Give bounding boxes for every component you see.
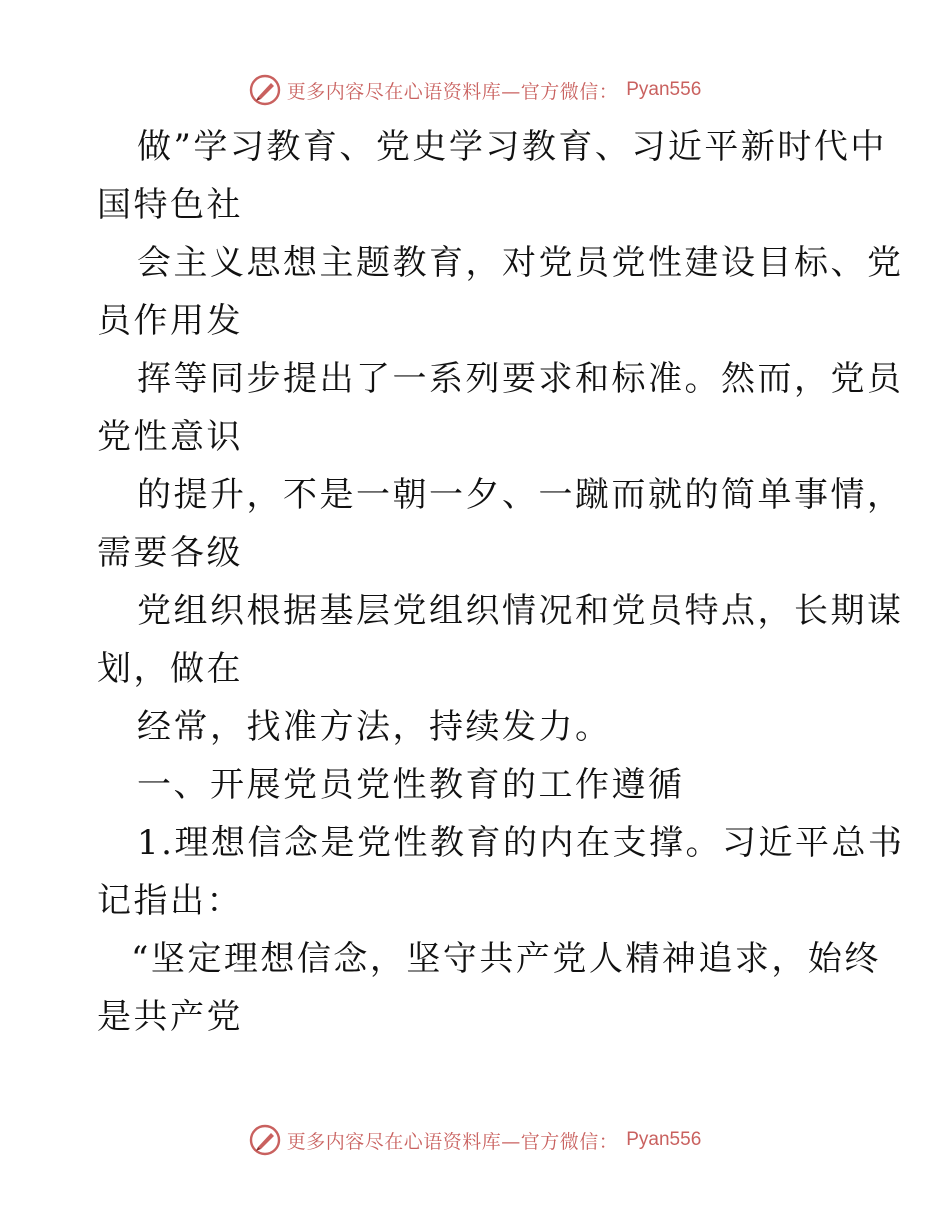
document-body <box>97 118 905 1046</box>
text-line: 1.理想信念是党性教育的内在支撑。习近平总书 <box>137 823 905 863</box>
text-line: 记指出： <box>97 881 243 921</box>
paragraph <box>97 234 904 350</box>
text-line: 需要各级 <box>97 533 243 573</box>
text-line: 经常，找准方法，持续发力。 <box>137 707 612 747</box>
section-heading <box>97 756 857 814</box>
watermark-wechat-id: Pyan556 <box>626 79 702 100</box>
text-line: 党性意识 <box>97 417 243 457</box>
text-line: 是共产党 <box>97 997 243 1037</box>
paragraph <box>97 698 857 756</box>
text-line: 划，做在 <box>97 649 243 689</box>
pen-logo-icon <box>249 1124 281 1156</box>
paragraph <box>97 582 904 698</box>
text-line: 国特色社 <box>97 185 243 225</box>
text-line: 一、开展党员党性教育的工作遵循 <box>137 765 685 805</box>
watermark-text: 更多内容尽在心语资料库—官方微信： <box>286 1130 619 1153</box>
paragraph <box>97 350 904 466</box>
text-line: 党组织根据基层党组织情况和党员特点，长期谋 <box>137 591 904 631</box>
header-watermark <box>0 70 950 110</box>
text-line: 员作用发 <box>97 301 243 341</box>
paragraph <box>97 930 881 1046</box>
text-line: 的提升，不是一朝一夕、一蹴而就的简单事情， <box>137 475 904 515</box>
text-line: “坚定理想信念，坚守共产党人精神追求，始终 <box>131 939 881 979</box>
text-line: 会主义思想主题教育，对党员党性建设目标、党 <box>137 243 904 283</box>
text-line: 挥等同步提出了一系列要求和标准。然而，党员 <box>137 359 904 399</box>
watermark-wechat-id: Pyan556 <box>626 1129 702 1150</box>
paragraph <box>97 466 904 582</box>
paragraph <box>97 118 887 234</box>
pen-logo-icon <box>249 74 281 106</box>
text-line: 做”学习教育、党史学习教育、习近平新时代中 <box>137 127 887 167</box>
watermark-text: 更多内容尽在心语资料库—官方微信： <box>286 80 619 103</box>
paragraph <box>97 814 905 930</box>
footer-watermark <box>0 1120 950 1160</box>
